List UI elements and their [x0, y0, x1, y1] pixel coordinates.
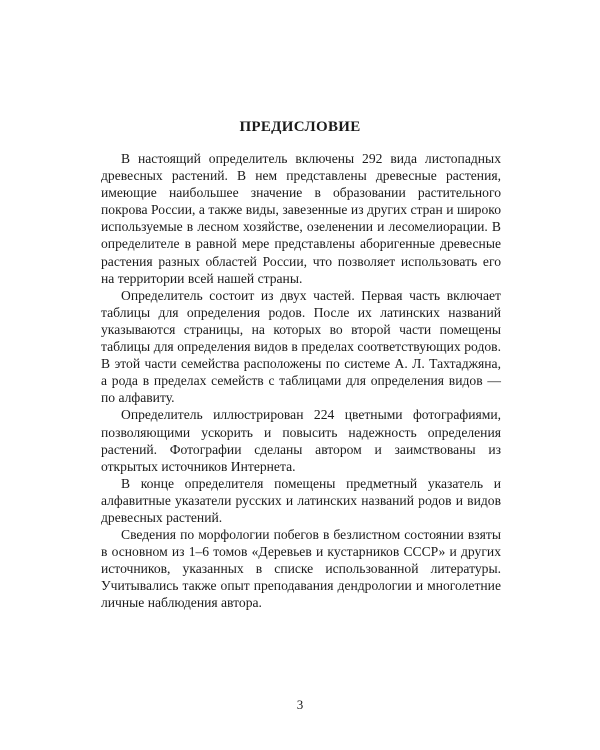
paragraph: Сведения по морфологии побегов в безлистном состоянии взяты в основном из 1–6 томов «Деревьев и кустарников СССР» и других источников, указанных в списке использованной литературы. Учитывались также опыт преподавания дендрологии и многолетние личные наблюдения автора.	[101, 527, 501, 611]
page-number: 3	[296, 697, 304, 712]
paragraph: В настоящий определитель включены 292 вида листопадных древесных растений. В нем представлены древесные растения, имеющие наибольшее значение в образовании растительного покрова России, а также виды, завезенные из других стран и широко используемые в лесном хозяйстве, озеленении и лесомелиорации. В определителе в равной мере представлены аборигенные древесные растения разных областей России, что позволяет использовать его на территории всей нашей страны.	[101, 151, 501, 286]
paragraph: Определитель состоит из двух частей. Первая часть включает таблицы для определения родов. После их латинских названий указываются страницы, на которых во второй части помещены таблицы для определения видов в пределах соответствующих родов. В этой части семейства расположены по системе А. Л. Тахтаджяна, а рода в пределах семейств с таблицами для определения видов — по алфавиту.	[101, 287, 501, 406]
paragraph: В конце определителя помещены предметный указатель и алфавитные указатели русских и латинских названий родов и видов древесных растений.	[101, 475, 501, 525]
page-title: ПРЕДИСЛОВИЕ	[239, 119, 361, 135]
body-text	[101, 150, 501, 612]
paragraph: Определитель иллюстрирован 224 цветными фотографиями, позволяющими ускорить и повысить надежность определения растений. Фотографии сделаны автором и заимствованы из открытых источников Интернета.	[101, 407, 501, 474]
